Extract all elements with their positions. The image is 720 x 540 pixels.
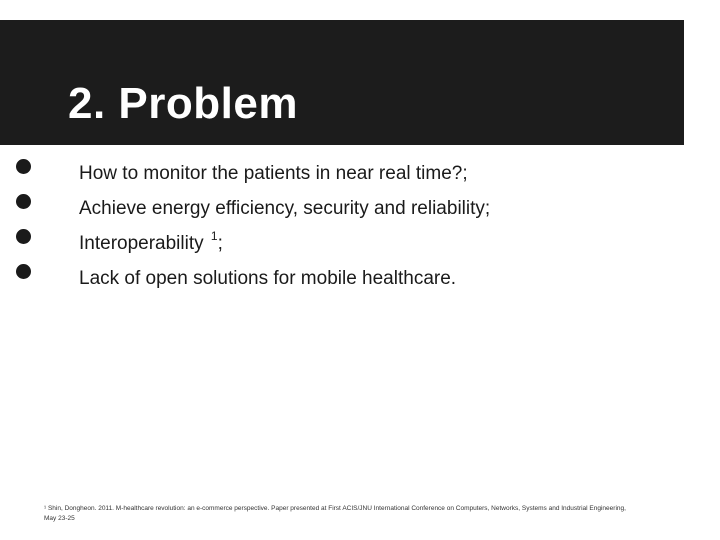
footnote-line: May 23-25 bbox=[44, 515, 75, 522]
bullet-text: Achieve energy efficiency, security and reliability; bbox=[79, 198, 491, 219]
footnote-reference: 1 bbox=[210, 229, 218, 243]
bullet-text: Lack of open solutions for mobile healthcare. bbox=[79, 268, 457, 289]
bullet-text-group bbox=[79, 226, 223, 263]
bullet-dot-icon bbox=[16, 194, 31, 209]
bullet-text-suffix: ; bbox=[217, 233, 223, 254]
bullet-dot-icon bbox=[16, 264, 31, 279]
bullet-dot-icon bbox=[16, 159, 31, 174]
bullet-text: How to monitor the patients in near real time?; bbox=[79, 163, 468, 184]
title-banner bbox=[0, 20, 684, 145]
bullet-dot-icon bbox=[16, 229, 31, 244]
slide-title: 2. Problem bbox=[68, 79, 298, 128]
footnote-line: ¹ Shin, Dongheon. 2011. M-healthcare revolution: an e-commerce perspective. Paper presented at First ACIS/JNU International Conference on Computers, Networks, Systems and Industrial Engineering, bbox=[44, 505, 626, 512]
footnote bbox=[44, 504, 684, 524]
bullet-text: Interoperability bbox=[79, 233, 209, 254]
